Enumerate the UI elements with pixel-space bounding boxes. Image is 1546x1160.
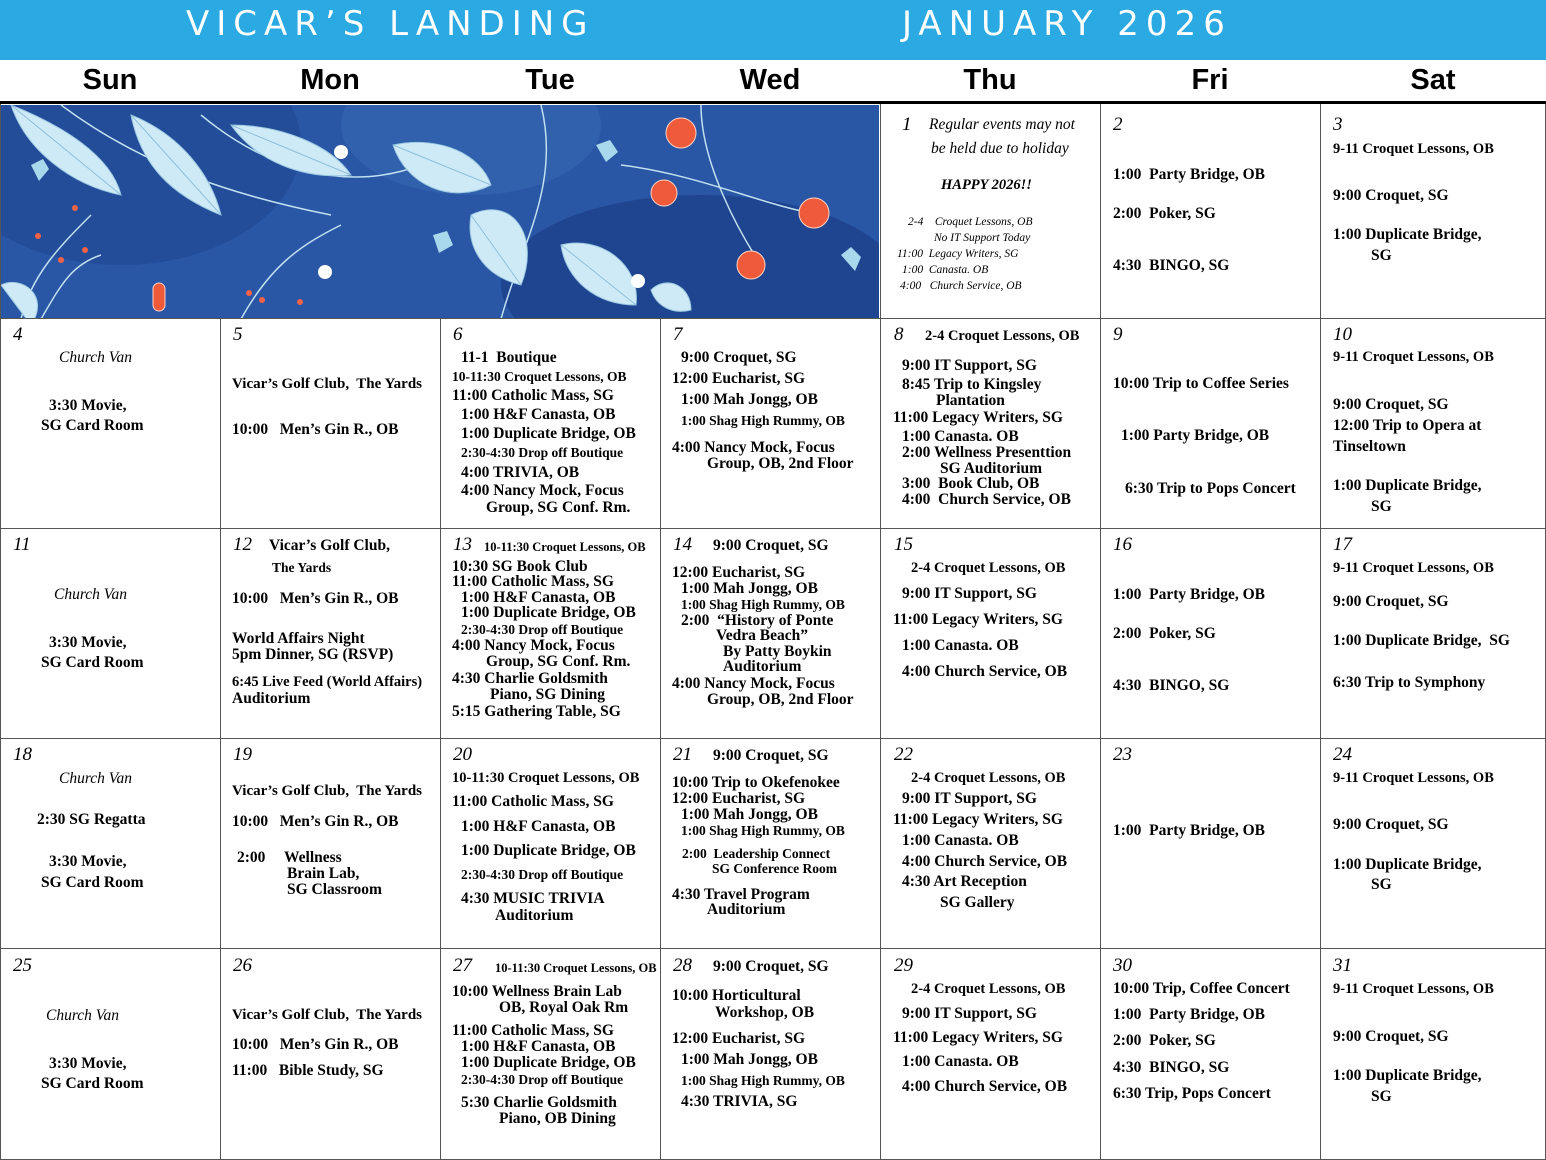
day-number: 24 <box>1333 744 1352 765</box>
event: 12:00 Eucharist, SG <box>672 564 806 581</box>
event: Tinseltown <box>1333 438 1406 455</box>
event: Vicar’s Golf Club, <box>269 537 390 554</box>
day-number: 14 <box>673 534 692 555</box>
weekday-sat: Sat <box>1410 64 1456 96</box>
event: 1:00 H&F Canasta, OB <box>461 1038 616 1055</box>
event: 10:00 Men’s Gin R., OB <box>232 421 399 438</box>
event: 2-4 Croquet Lessons, OB <box>925 328 1080 344</box>
event: 1:00 Duplicate Bridge, <box>1333 477 1482 494</box>
event: Piano, SG Dining <box>490 686 605 703</box>
event: 9-11 Croquet Lessons, OB <box>1333 141 1494 157</box>
event: 4:30 MUSIC TRIVIA <box>461 890 605 907</box>
day-number: 21 <box>673 744 692 765</box>
day-number: 31 <box>1333 955 1352 976</box>
event: 1:00 H&F Canasta, OB <box>461 818 616 835</box>
event: 9:00 Croquet, SG <box>681 349 797 366</box>
event: 4:00 TRIVIA, OB <box>461 464 580 481</box>
event: 11:00 Catholic Mass, SG <box>452 793 614 810</box>
event: 1:00 Duplicate Bridge, SG <box>1333 632 1510 649</box>
event: 2:00 Poker, SG <box>1113 625 1216 642</box>
day-cell-4 <box>1 319 220 528</box>
day-cell-17 <box>1321 529 1545 738</box>
event: 11:00 Legacy Writers, SG <box>897 248 1019 260</box>
event: 6:30 Trip to Pops Concert <box>1125 480 1296 497</box>
event: 1:00 Duplicate Bridge, <box>1333 856 1482 873</box>
event: 2:30 SG Regatta <box>37 811 146 828</box>
day-cell-10 <box>1321 319 1545 528</box>
event: 2:00 Poker, SG <box>1113 205 1216 222</box>
event: 6:30 Trip to Symphony <box>1333 674 1486 691</box>
weekday-header <box>0 60 1546 101</box>
event: 2:30-4:30 Drop off Boutique <box>461 622 624 637</box>
weekday-sun: Sun <box>82 64 138 96</box>
day-cell-21 <box>661 739 880 948</box>
day-number: 26 <box>233 955 252 976</box>
day-cell-1 <box>881 105 1100 318</box>
event: OB, Royal Oak Rm <box>499 999 629 1016</box>
event: 3:30 Movie, <box>49 634 127 651</box>
event: 1:00 Duplicate Bridge, OB <box>461 842 636 859</box>
event: 4:00 Nancy Mock, Focus <box>461 482 624 499</box>
day-number: 13 <box>453 534 472 555</box>
day-number: 28 <box>673 955 692 976</box>
event: 9:00 IT Support, SG <box>902 357 1037 374</box>
event: 1:00 Party Bridge, OB <box>1113 586 1265 603</box>
day-cell-22 <box>881 739 1100 948</box>
day-number: 30 <box>1113 955 1132 976</box>
event: 1:00 Duplicate Bridge, OB <box>461 1054 636 1071</box>
day-number: 9 <box>1113 324 1123 345</box>
day-number: 19 <box>233 744 252 765</box>
header-rule <box>0 101 1546 104</box>
event: 1:00 Shag High Rummy, OB <box>681 823 845 838</box>
event: 3:00 Book Club, OB <box>902 475 1040 492</box>
event: Plantation <box>936 392 1005 409</box>
event: 1:00 Canasta. OB <box>902 637 1019 654</box>
day-cell-28 <box>661 949 880 1159</box>
event: 9-11 Croquet Lessons, OB <box>1333 981 1494 997</box>
event: 1:00 Canasta. OB <box>902 428 1019 445</box>
event: 9:00 Croquet, SG <box>713 747 829 764</box>
event: 1:00 Party Bridge, OB <box>1121 427 1270 444</box>
day-cell-8 <box>881 319 1100 528</box>
event: 12:00 Trip to Opera at <box>1333 417 1482 434</box>
event: SG Card Room <box>41 1075 144 1092</box>
day-cell-5 <box>221 319 440 528</box>
decorative-leaf-illustration <box>1 105 879 319</box>
day-cell-20 <box>441 739 660 948</box>
event: 10:00 Men’s Gin R., OB <box>232 590 399 607</box>
event: 1:00 Shag High Rummy, OB <box>681 413 845 428</box>
event: SG <box>1371 498 1392 515</box>
day-cell-29 <box>881 949 1100 1159</box>
day-number: 12 <box>233 534 252 555</box>
weekday-thu: Thu <box>963 64 1017 96</box>
event: 4:30 BINGO, SG <box>1113 677 1230 694</box>
event: 12:00 Eucharist, SG <box>672 790 806 807</box>
event: 2-4 Croquet Lessons, OB <box>911 981 1066 997</box>
event: 11-1 Boutique <box>461 349 557 366</box>
event: 4:00 Church Service, OB <box>902 1078 1068 1095</box>
day-number: 22 <box>894 744 913 765</box>
event: 4:00 Church Service, OB <box>902 491 1071 508</box>
event: 11:00 Legacy Writers, SG <box>893 811 1063 828</box>
event: SG Card Room <box>41 417 144 434</box>
day-cell-14 <box>661 529 880 738</box>
event: 1:00 Duplicate Bridge, OB <box>461 604 636 621</box>
day-cell-26 <box>221 949 440 1159</box>
day-cell-13 <box>441 529 660 738</box>
event: 1:00 Shag High Rummy, OB <box>681 597 845 612</box>
event: 6:30 Trip, Pops Concert <box>1113 1085 1271 1102</box>
event: 9:00 Croquet, SG <box>713 958 829 975</box>
event: Group, SG Conf. Rm. <box>486 499 631 516</box>
event: Auditorium <box>707 901 786 918</box>
event: 10:00 Men’s Gin R., OB <box>232 1036 399 1053</box>
event: 10-11:30 Croquet Lessons, OB <box>484 540 646 554</box>
event: 4:30 BINGO, SG <box>1113 257 1230 274</box>
event: Workshop, OB <box>715 1004 815 1021</box>
day-cell-27 <box>441 949 660 1159</box>
event: 2:00 Wellness Presenttion <box>902 444 1072 461</box>
event: 2:00 Leadership Connect <box>682 846 831 861</box>
event: 12:00 Eucharist, SG <box>672 370 806 387</box>
event: 1:00 Shag High Rummy, OB <box>681 1073 845 1088</box>
event: 1:00 Canasta. OB <box>902 264 989 276</box>
day-cell-15 <box>881 529 1100 738</box>
event: 1:00 Mah Jongg, OB <box>681 806 818 823</box>
event: 9:00 IT Support, SG <box>902 1005 1037 1022</box>
weekday-tue: Tue <box>525 64 575 96</box>
event: 1:00 Mah Jongg, OB <box>681 1051 818 1068</box>
day-cell-2 <box>1101 105 1320 318</box>
event: 4:30 Travel Program <box>672 886 810 903</box>
event: 11:00 Bible Study, SG <box>232 1062 384 1079</box>
event: 9-11 Croquet Lessons, OB <box>1333 770 1494 786</box>
event: 11:00 Legacy Writers, SG <box>893 409 1063 426</box>
day-number: 4 <box>13 324 23 345</box>
event: 9:00 Croquet, SG <box>1333 1028 1449 1045</box>
event: SG Classroom <box>287 881 382 898</box>
event: 2:00 <box>237 849 266 866</box>
weekday-mon: Mon <box>300 64 360 96</box>
event: 10:00 Trip to Coffee Series <box>1113 375 1289 392</box>
event: 4:00 Nancy Mock, Focus <box>672 439 835 456</box>
event: 5:30 Charlie Goldsmith <box>461 1094 617 1111</box>
event: 11:00 Catholic Mass, SG <box>452 573 614 590</box>
event: 2:30-4:30 Drop off Boutique <box>461 445 624 460</box>
day-number: 11 <box>13 534 31 555</box>
event: 4:00 Church Service, OB <box>900 280 1022 292</box>
event: 9-11 Croquet Lessons, OB <box>1333 560 1494 576</box>
day-cell-25 <box>1 949 220 1159</box>
day-cell-31 <box>1321 949 1545 1159</box>
event: 1:00 Canasta. OB <box>902 832 1019 849</box>
event: 10:00 Horticultural <box>672 987 801 1004</box>
day-cell-19 <box>221 739 440 948</box>
community-name: VICAR’S LANDING <box>186 4 595 44</box>
day-number: 17 <box>1333 534 1352 555</box>
event: 11:00 Legacy Writers, SG <box>893 1029 1063 1046</box>
holiday-note: be held due to holiday <box>931 140 1069 157</box>
day-number: 15 <box>894 534 913 555</box>
event: 10-11:30 Croquet Lessons, OB <box>452 369 627 384</box>
day-number: 18 <box>13 744 32 765</box>
calendar-banner <box>0 0 1546 60</box>
event: 1:00 Mah Jongg, OB <box>681 580 818 597</box>
event: Brain Lab, <box>287 865 360 882</box>
event: SG Gallery <box>940 894 1015 911</box>
holiday-note: Regular events may not <box>929 116 1075 133</box>
event: 10:00 Trip to Okefenokee <box>672 774 840 791</box>
event: SG <box>1371 247 1392 264</box>
event: Wellness <box>284 849 342 866</box>
event: World Affairs Night <box>232 630 365 647</box>
holiday-greeting: HAPPY 2026!! <box>941 177 1032 193</box>
event: SG Card Room <box>41 654 144 671</box>
event: 2-4 Croquet Lessons, OB <box>908 216 1033 228</box>
day-cell-3 <box>1321 105 1545 318</box>
event: 9:00 IT Support, SG <box>902 585 1037 602</box>
event: 10:00 Trip, Coffee Concert <box>1113 980 1290 997</box>
event: 4:30 Charlie Goldsmith <box>452 670 608 687</box>
event: 11:00 Legacy Writers, SG <box>893 611 1063 628</box>
event: 9-11 Croquet Lessons, OB <box>1333 349 1494 365</box>
event: Auditorium <box>495 907 574 924</box>
day-cell-9 <box>1101 319 1320 528</box>
event: 3:30 Movie, <box>49 397 127 414</box>
day-number: 5 <box>233 324 243 345</box>
event: Church Van <box>46 1007 120 1024</box>
event: 1:00 Duplicate Bridge, <box>1333 226 1482 243</box>
day-cell-16 <box>1101 529 1320 738</box>
event: Group, SG Conf. Rm. <box>486 653 631 670</box>
event: 1:00 Party Bridge, OB <box>1113 166 1265 183</box>
event: 4:30 BINGO, SG <box>1113 1059 1230 1076</box>
event: Vicar’s Golf Club, The Yards <box>232 376 423 392</box>
event: 1:00 H&F Canasta, OB <box>461 589 616 606</box>
event: Church Van <box>59 349 133 366</box>
event: The Yards <box>272 560 332 575</box>
day-cell-12 <box>221 529 440 738</box>
weekday-fri: Fri <box>1191 64 1229 96</box>
event: Vicar’s Golf Club, The Yards <box>232 783 423 799</box>
day-cell-30 <box>1101 949 1320 1159</box>
event: 5:15 Gathering Table, SG <box>452 703 621 720</box>
day-number: 20 <box>453 744 472 765</box>
day-cell-18 <box>1 739 220 948</box>
event: 2:30-4:30 Drop off Boutique <box>461 867 624 882</box>
event: 12:00 Eucharist, SG <box>672 1030 806 1047</box>
event: Group, OB, 2nd Floor <box>707 691 854 708</box>
event: 9:00 IT Support, SG <box>902 790 1037 807</box>
weekday-wed: Wed <box>739 64 801 96</box>
event: 10:30 SG Book Club <box>452 558 588 575</box>
day-cell-23 <box>1101 739 1320 948</box>
day-number: 1 <box>902 114 912 135</box>
day-number: 2 <box>1113 114 1123 135</box>
event: 9:00 Croquet, SG <box>1333 187 1449 204</box>
day-cell-7 <box>661 319 880 528</box>
event: 4:00 Nancy Mock, Focus <box>452 637 615 654</box>
event: 10-11:30 Croquet Lessons, OB <box>452 770 640 786</box>
day-number: 23 <box>1113 744 1132 765</box>
event: 9:00 Croquet, SG <box>1333 396 1449 413</box>
event: 5pm Dinner, SG (RSVP) <box>232 646 394 663</box>
day-number: 27 <box>453 955 472 976</box>
event: 1:00 Duplicate Bridge, <box>1333 1067 1482 1084</box>
event: Group, OB, 2nd Floor <box>707 455 854 472</box>
event: 9:00 Croquet, SG <box>1333 816 1449 833</box>
event: 1:00 Party Bridge, OB <box>1113 1006 1265 1023</box>
day-number: 16 <box>1113 534 1132 555</box>
event: 4:30 TRIVIA, SG <box>681 1093 798 1110</box>
day-number: 10 <box>1333 324 1352 345</box>
event: 2-4 Croquet Lessons, OB <box>911 560 1066 576</box>
event: Vedra Beach” <box>716 627 808 644</box>
event: 1:00 H&F Canasta, OB <box>461 406 616 423</box>
day-cell-11 <box>1 529 220 738</box>
event: SG Conference Room <box>712 861 837 876</box>
event: 4:30 Art Reception <box>902 873 1027 890</box>
event: 6:45 Live Feed (World Affairs) <box>232 674 423 690</box>
event: Auditorium <box>723 658 802 675</box>
event: By Patty Boykin <box>723 643 832 660</box>
day-number: 3 <box>1333 114 1343 135</box>
event: 2:00 “History of Ponte <box>681 612 834 629</box>
event: 1:00 Mah Jongg, OB <box>681 391 818 408</box>
event: No IT Support Today <box>934 232 1031 244</box>
event: 4:00 Nancy Mock, Focus <box>672 675 835 692</box>
event: 2:30-4:30 Drop off Boutique <box>461 1072 624 1087</box>
event: 4:00 Church Service, OB <box>902 853 1068 870</box>
event: SG <box>1371 1088 1392 1105</box>
event: 4:00 Church Service, OB <box>902 663 1068 680</box>
day-cell-24 <box>1321 739 1545 948</box>
event: 2:00 Poker, SG <box>1113 1032 1216 1049</box>
event: 1:00 Canasta. OB <box>902 1053 1019 1070</box>
month-title: JANUARY 2026 <box>902 4 1232 44</box>
event: 2-4 Croquet Lessons, OB <box>911 770 1066 786</box>
event: 10-11:30 Croquet Lessons, OB <box>495 961 657 975</box>
event: 3:30 Movie, <box>49 853 127 870</box>
event: 1:00 Party Bridge, OB <box>1113 822 1265 839</box>
event: SG <box>1371 876 1392 893</box>
event: 10:00 Men’s Gin R., OB <box>232 813 399 830</box>
event: 11:00 Catholic Mass, SG <box>452 1022 614 1039</box>
event: SG Auditorium <box>940 460 1043 477</box>
event: Church Van <box>54 586 128 603</box>
day-number: 6 <box>453 324 463 345</box>
day-number: 7 <box>673 324 683 345</box>
day-number: 29 <box>894 955 913 976</box>
event: SG Card Room <box>41 874 144 891</box>
event: 11:00 Catholic Mass, SG <box>452 387 614 404</box>
event: 10:00 Wellness Brain Lab <box>452 983 622 1000</box>
day-number: 8 <box>894 324 904 345</box>
event: Auditorium <box>232 690 311 707</box>
event: Vicar’s Golf Club, The Yards <box>232 1007 423 1023</box>
event: 9:00 Croquet, SG <box>1333 593 1449 610</box>
event: 3:30 Movie, <box>49 1055 127 1072</box>
event: 9:00 Croquet, SG <box>713 537 829 554</box>
event: 1:00 Duplicate Bridge, OB <box>461 425 636 442</box>
event: Church Van <box>59 770 133 787</box>
event: 8:45 Trip to Kingsley <box>902 376 1042 393</box>
day-cell-6 <box>441 319 660 528</box>
event: Piano, OB Dining <box>499 1110 616 1127</box>
day-number: 25 <box>13 955 32 976</box>
